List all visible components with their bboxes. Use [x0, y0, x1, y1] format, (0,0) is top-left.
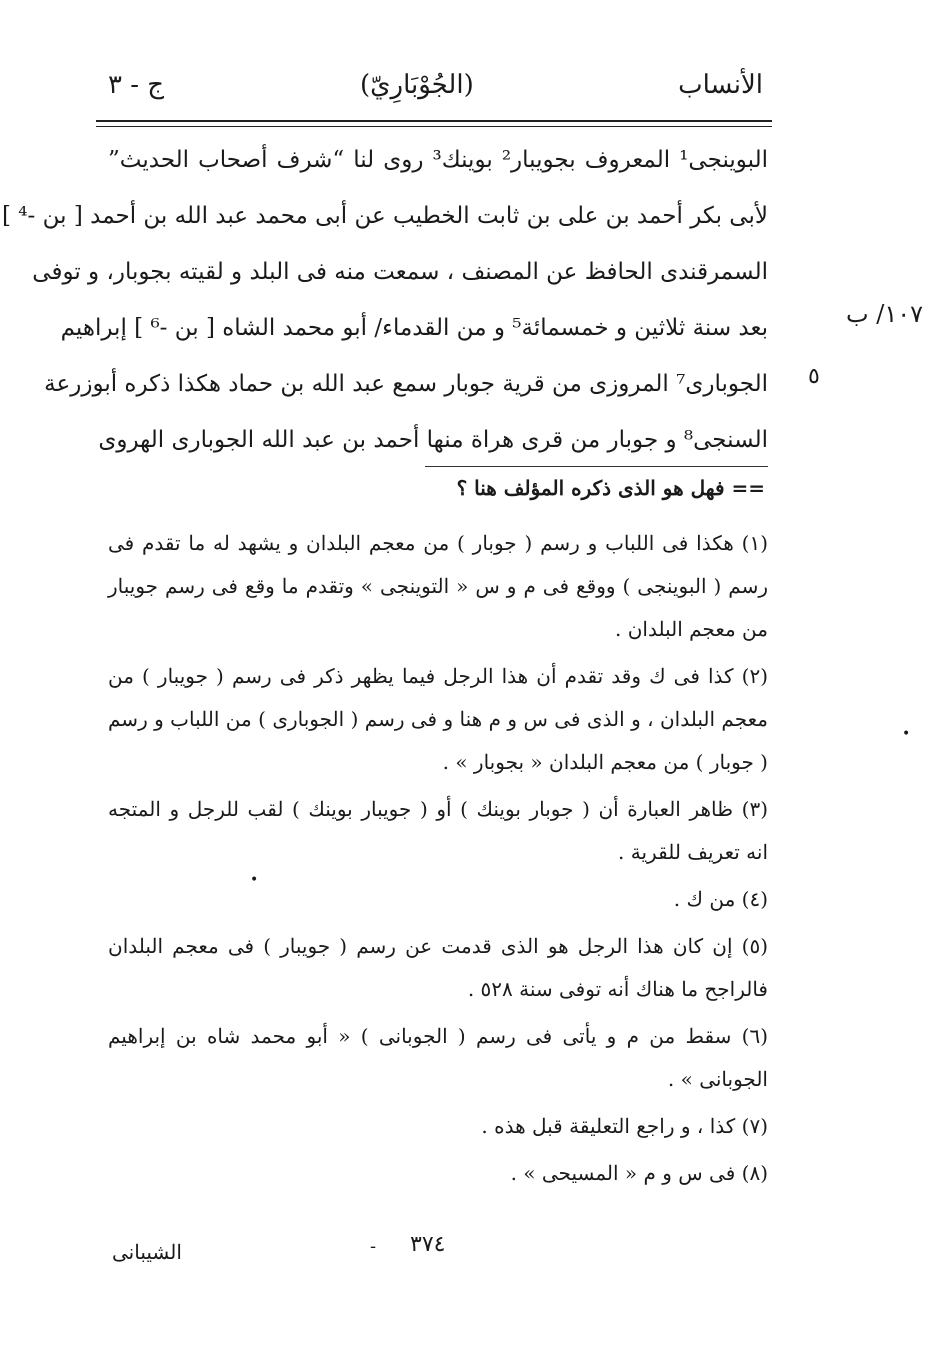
- footnote-query: == فهل هو الذى ذكره المؤلف هنا ؟: [456, 476, 765, 500]
- scan-speck: •: [250, 872, 259, 888]
- volume-label: ج - ٣: [108, 70, 165, 100]
- footnote-1: [108, 522, 768, 651]
- footnote-line: (٦) سقط من م و يأتى فى رسم ( الجوبانى ) « أبو محمد شاه بن إبراهيم: [108, 1024, 768, 1048]
- footnote-line: (٧) كذا ، و راجع التعليقة قبل هذه .: [481, 1114, 768, 1138]
- footnote-2: [108, 655, 768, 784]
- footnote-4: [108, 878, 768, 921]
- folio-marker: ١٠٧/ ب: [846, 300, 923, 328]
- footnote-line: (٤) من ك .: [673, 887, 768, 911]
- main-line: السمرقندى الحافظ عن المصنف ، سمعت منه فى البلد و لقيته بجوبار، و توفى: [32, 259, 768, 285]
- footnote-line: فالراجح ما هناك أنه توفى سنة ٥٢٨ .: [467, 977, 768, 1001]
- header-rule-thick: [96, 120, 772, 122]
- footnote-line: من معجم البلدان .: [615, 617, 768, 641]
- main-line: البوينجى¹ المعروف بجويبار² بوينك³ روى لنا “شرف أصحاب الحديث”: [108, 147, 769, 173]
- footnote-line: (٥) إن كان هذا الرجل هو الذى قدمت عن رسم ( جويبار ) فى معجم البلدان: [108, 934, 769, 958]
- footnote-line: (١) هكذا فى اللباب و رسم ( جوبار ) من معجم البلدان و يشهد له ما تقدم فى: [108, 531, 768, 555]
- scan-speck: •: [902, 726, 911, 742]
- footnote-line: معجم البلدان ، و الذى فى س و م هنا و فى رسم ( الجوبارى ) من اللباب و رسم: [108, 707, 768, 731]
- footnotes: [108, 522, 768, 1199]
- footnote-3: [108, 788, 768, 874]
- footnote-line: (٨) فى س و م « المسيحى » .: [510, 1161, 768, 1185]
- section-title: (الجُوْبَارِيّ): [360, 70, 474, 100]
- page-number: ٣٧٤: [410, 1232, 446, 1257]
- header-rule-thin: [96, 126, 772, 127]
- main-line: الجوبارى⁷ المروزى من قرية جوبار سمع عبد الله بن حماد هكذا ذكره أبوزرعة: [44, 371, 768, 397]
- footnote-7: [108, 1105, 768, 1148]
- footer-dash: -: [370, 1236, 377, 1257]
- footnote-divider: [425, 466, 768, 467]
- main-line: السنجى⁸ و جوبار من قرى هراة منها أحمد بن عبد الله الجوبارى الهروى: [98, 427, 768, 453]
- footnote-8: [108, 1152, 768, 1195]
- main-line: بعد سنة ثلاثين و خمسمائة⁵ و من القدماء/ أبو محمد الشاه [ بن -⁶ ] إبراهيم: [60, 315, 768, 341]
- publisher-mark: الشيبانى: [112, 1240, 182, 1264]
- main-line: لأبى بكر أحمد بن على بن ثابت الخطيب عن أبى محمد عبد الله بن أحمد [ بن -⁴ ]: [2, 203, 768, 229]
- footnote-line: الجوبانى » .: [667, 1067, 768, 1091]
- footnote-6: [108, 1015, 768, 1101]
- line-number-marker: ٥: [808, 364, 820, 389]
- footnote-5: [108, 925, 768, 1011]
- footnote-line: رسم ( البوينجى ) ووقع فى م و س « التوينجى » وتقدم ما وقع فى رسم جويبار: [108, 574, 768, 598]
- running-title: الأنساب: [678, 70, 763, 100]
- footnote-line: انه تعريف للقرية .: [618, 840, 768, 864]
- footnote-line: ( جوبار ) من معجم البلدان « بجوبار » .: [442, 750, 768, 774]
- footnote-line: (٣) ظاهر العبارة أن ( جوبار بوينك ) أو ( جويبار بوينك ) لقب للرجل و المتجه: [108, 797, 768, 821]
- footnote-line: (٢) كذا فى ك وقد تقدم أن هذا الرجل فيما يظهر ذكر فى رسم ( جويبار ) من: [108, 664, 768, 688]
- main-text: [2, 132, 769, 468]
